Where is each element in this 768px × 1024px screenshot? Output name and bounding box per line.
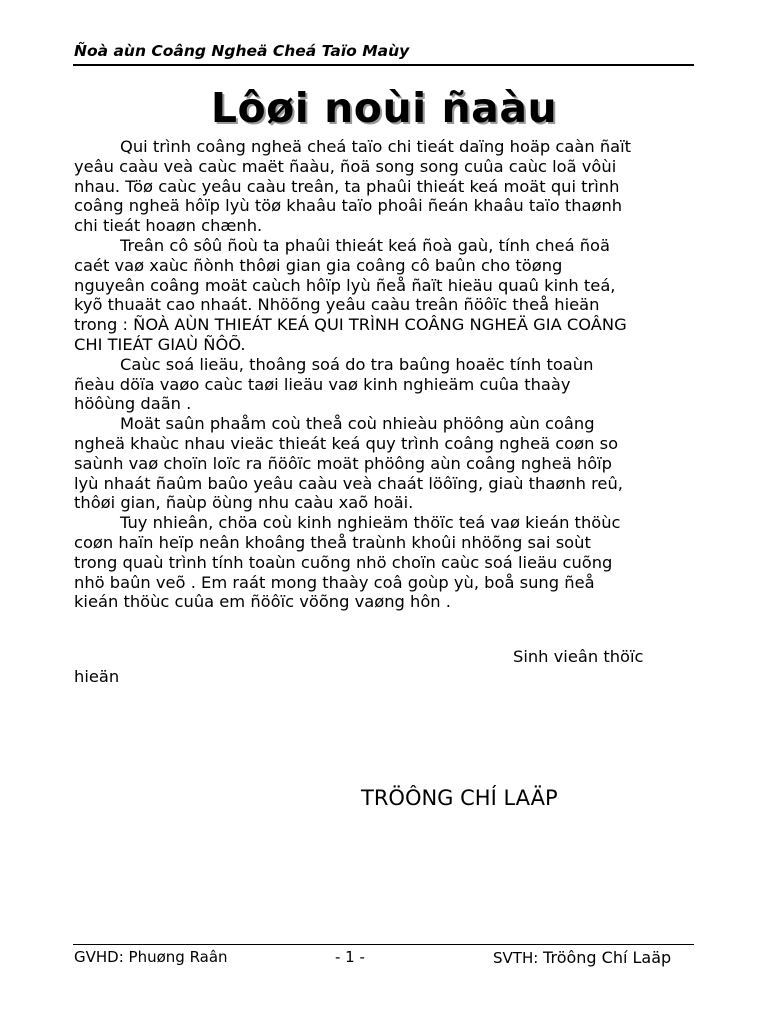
page-title: Lôøi noùi ñaàu xyxy=(210,84,558,132)
running-header: Ñoà aùn Coâng Ngheä Cheá Taïo Maùy xyxy=(74,42,410,60)
body-line: ngheä khaùc nhau vieäc thieát keá quy trình coâng ngheä coøn so xyxy=(74,433,619,453)
body-line: Moät saûn phaåm coù theå coù nhieàu phöông aùn coâng xyxy=(120,414,595,434)
body-line: lyù nhaát ñaûm baûo yeâu caàu veà chaát löôïng, giaù thaønh reû, xyxy=(74,473,623,493)
footer-student xyxy=(493,948,671,967)
header-rule xyxy=(73,64,694,66)
body-line: trong quaù trình tính toaùn cuõng nhö choïn caùc soá lieäu cuõng xyxy=(74,552,613,572)
signature-role-continued: hieän xyxy=(74,667,120,686)
footer-student-name: Tröông Chí Laäp xyxy=(543,948,672,967)
page-number: - 1 - xyxy=(335,948,365,966)
body-line: Treân cô sôû ñoù ta phaûi thieát keá ñoà gaù, tính cheá ñoä xyxy=(120,235,610,255)
body-line: nhau. Töø caùc yeâu caàu treân, ta phaûi thieát keá moät qui trình xyxy=(74,176,620,196)
body-line: coøn haïn heïp neân khoâng theå traùnh khoûi nhöõng sai soùt xyxy=(74,532,591,552)
author-name: TRÖÔNG CHÍ LAÄP xyxy=(361,786,558,810)
body-line: yeâu caàu veà caùc maët ñaàu, ñoä song song cuûa caùc loã vôùi xyxy=(74,156,617,176)
body-line: saùnh vaø choïn loïc ra ñöôïc moät phöông aùn coâng ngheä hôïp xyxy=(74,453,613,473)
body-line: thôøi gian, ñaùp öùng nhu caàu xaõ hoäi. xyxy=(74,493,414,513)
body-line: ñeàu döïa vaøo caùc taøi lieäu vaø kinh nghieäm cuûa thaày xyxy=(74,374,571,394)
body-line: CHI TIEÁT GIAÙ ÑÔÕ. xyxy=(74,334,246,354)
footer-supervisor: GVHD: Phuøng Raân xyxy=(74,948,228,966)
body-line: nhö baûn veõ . Em raát mong thaày coâ goùp yù, boå sung ñeå xyxy=(74,572,595,592)
body-line: Qui trình coâng ngheä cheá taïo chi tieát daïng hoäp caàn ñaït xyxy=(120,137,632,156)
body-line: Caùc soá lieäu, thoâng soá do tra baûng hoaëc tính toaùn xyxy=(120,354,594,374)
signature-role: Sinh vieân thöïc xyxy=(513,647,644,666)
body-line: coâng ngheä hôïp lyù töø khaâu taïo phoâi ñeán khaâu taïo thaønh xyxy=(74,196,623,216)
body-line: chi tieát hoaøn chænh. xyxy=(74,216,263,236)
body-line: kyõ thuaät cao nhaát. Nhöõng yeâu caàu treân ñöôïc theå hieän xyxy=(74,295,600,315)
body-line: höôùng daãn . xyxy=(74,394,192,414)
body-line: kieán thöùc cuûa em ñöôïc vöõng vaøng hôn . xyxy=(74,592,451,612)
body-text xyxy=(74,137,696,612)
footer-rule xyxy=(73,944,694,945)
body-line: trong : ÑOÀ AÙN THIEÁT KEÁ QUI TRÌNH COÂNG NGHEÄ GIA COÂNG xyxy=(74,315,627,335)
footer-student-label: SVTH: xyxy=(493,949,544,967)
body-line: nguyeân coâng moät caùch hôïp lyù ñeå ñaït hieäu quaû kinh teá, xyxy=(74,275,616,295)
body-line: caét vaø xaùc ñònh thôøi gian gia coâng cô baûn cho töøng xyxy=(74,255,563,275)
body-line: Tuy nhieân, chöa coù kinh nghieäm thöïc teá vaø kieán thöùc xyxy=(120,513,621,533)
